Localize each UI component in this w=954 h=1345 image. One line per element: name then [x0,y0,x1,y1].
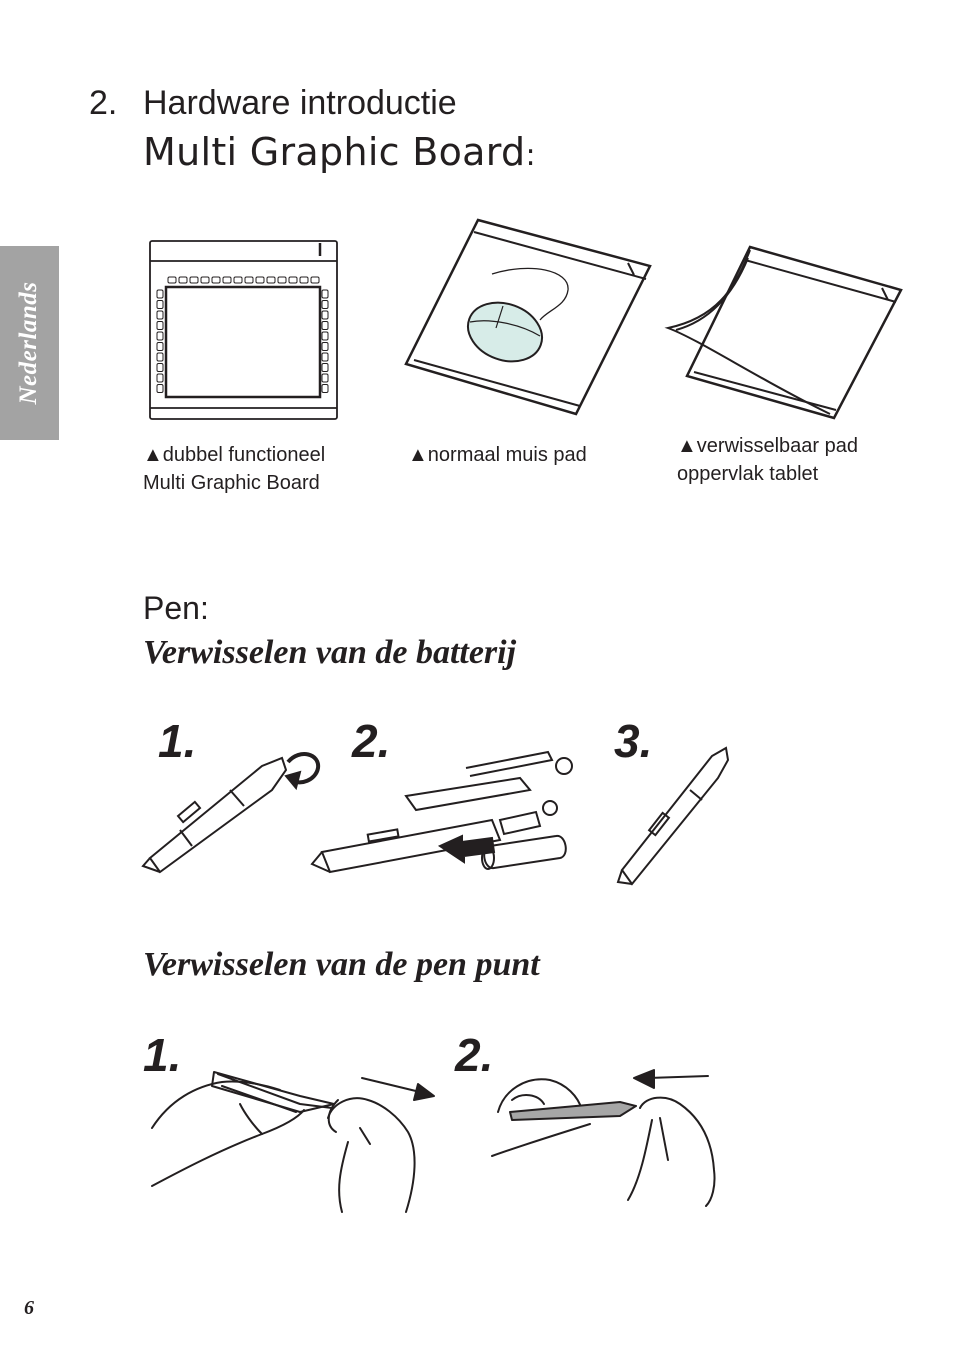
tablet-caption-line2: oppervlak tablet [677,463,819,485]
tip-heading: Verwisselen van de pen punt [143,946,540,983]
section-number: 2. [89,84,118,122]
section-title: Hardware introductie [143,84,457,122]
page-number: 6 [24,1297,34,1319]
battery-heading: Verwisselen van de batterij [143,634,517,671]
section-subtitle-text: Multi Graphic Board [143,130,526,174]
battery-step-2: 2. [352,715,391,767]
tablet-caption-line1: ▲verwisselbaar pad [677,435,858,457]
section-subtitle-colon: : [525,138,536,173]
language-side-tab-label: Nederlands [15,281,42,405]
tip-step-2: 2. [455,1029,494,1081]
mouse-pad-caption: ▲normaal muis pad [408,444,587,466]
board-caption-line1: ▲dubbel functioneel [143,444,326,466]
battery-step-3: 3. [614,715,653,767]
board-caption-line2: Multi Graphic Board [143,472,320,494]
tip-step-1: 1. [143,1029,182,1081]
pen-label: Pen: [143,590,209,626]
battery-step-1: 1. [158,715,197,767]
